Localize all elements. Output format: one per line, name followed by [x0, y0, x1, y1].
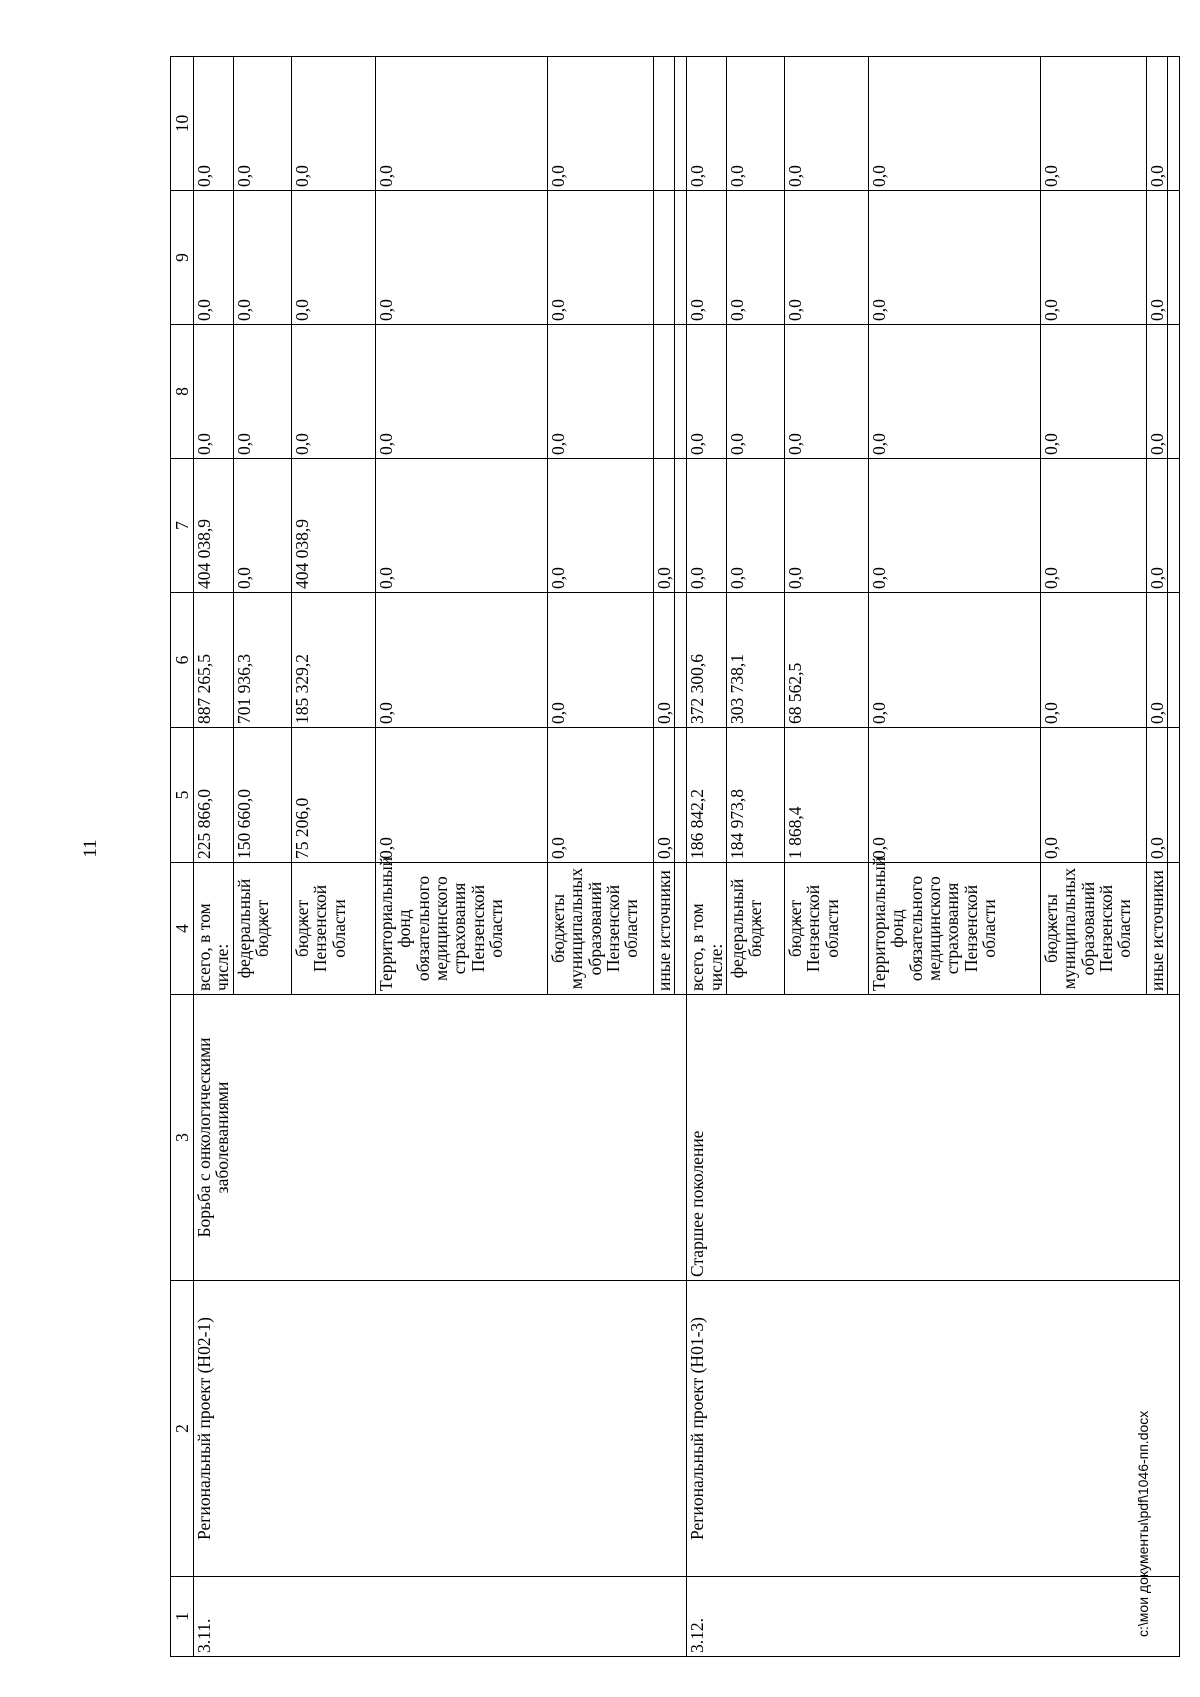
amount-cell: 0,0 — [547, 57, 653, 191]
amount-cell: 68 562,5 — [784, 593, 868, 728]
amount-cell: 186 842,2 — [687, 728, 727, 863]
project-cell: Региональный проект (Н01-3) — [687, 1281, 1180, 1577]
empty-cell — [675, 863, 687, 995]
column-number-cell: 5 — [171, 728, 194, 863]
amount-cell: 185 329,2 — [291, 593, 375, 728]
amount-cell: 0,0 — [375, 325, 547, 459]
amount-cell: 0,0 — [784, 459, 868, 593]
amount-cell: 0,0 — [547, 728, 653, 863]
amount-cell: 0,0 — [868, 191, 1040, 325]
amount-cell: 887 265,5 — [194, 593, 234, 728]
funding-source-cell: бюджет Пензенской области — [784, 863, 868, 995]
amount-cell: 0,0 — [291, 57, 375, 191]
empty-cell — [675, 728, 687, 863]
column-number-cell: 6 — [171, 593, 194, 728]
amount-cell: 0,0 — [726, 57, 784, 191]
header-row — [171, 57, 194, 1657]
amount-cell: 0,0 — [687, 191, 727, 325]
amount-cell: 0,0 — [1040, 57, 1146, 191]
funding-source-cell: федеральный бюджет — [726, 863, 784, 995]
footer-file-path: c:\мои документы\pdf\1046-пп.docx — [1135, 1410, 1151, 1637]
amount-cell: 372 300,6 — [687, 593, 727, 728]
column-number-cell: 1 — [171, 1577, 194, 1657]
amount-cell: 0,0 — [291, 325, 375, 459]
amount-cell: 0,0 — [868, 728, 1040, 863]
project-cell: Региональный проект (Н02-1) — [194, 1281, 687, 1577]
amount-cell: 0,0 — [375, 459, 547, 593]
amount-cell: 701 936,3 — [233, 593, 291, 728]
amount-cell: 0,0 — [868, 57, 1040, 191]
amount-cell: 0,0 — [547, 191, 653, 325]
amount-cell: 0,0 — [375, 728, 547, 863]
row-number-cell: 3.11. — [194, 1577, 687, 1657]
column-number-cell: 2 — [171, 1281, 194, 1577]
amount-cell: 0,0 — [1040, 728, 1146, 863]
amount-cell: 75 206,0 — [291, 728, 375, 863]
empty-cell — [1168, 593, 1180, 728]
column-number-cell: 9 — [171, 191, 194, 325]
empty-cell — [675, 191, 687, 325]
amount-cell: 0,0 — [653, 459, 674, 593]
funding-source-cell: всего, в том числе: — [194, 863, 234, 995]
table-row — [194, 57, 234, 1657]
empty-cell — [1168, 325, 1180, 459]
amount-cell: 0,0 — [547, 325, 653, 459]
amount-cell: 0,0 — [1146, 459, 1167, 593]
amount-cell: 0,0 — [547, 459, 653, 593]
amount-cell: 0,0 — [375, 191, 547, 325]
amount-cell: 225 866,0 — [194, 728, 234, 863]
amount-cell: 303 738,1 — [726, 593, 784, 728]
funding-source-cell: федеральный бюджет — [233, 863, 291, 995]
column-number-cell: 8 — [171, 325, 194, 459]
amount-cell: 0,0 — [868, 459, 1040, 593]
amount-cell: 184 973,8 — [726, 728, 784, 863]
amount-cell: 0,0 — [1040, 191, 1146, 325]
amount-cell: 0,0 — [784, 57, 868, 191]
amount-cell: 0,0 — [233, 459, 291, 593]
funding-source-cell: Территориальный фонд обязательного медицинского страхования Пензенской области — [375, 863, 547, 995]
amount-cell: 0,0 — [726, 459, 784, 593]
empty-cell — [675, 593, 687, 728]
funding-source-cell: бюджеты муниципальных образований Пензенской области — [547, 863, 653, 995]
amount-cell: 0,0 — [653, 593, 674, 728]
amount-cell: 0,0 — [547, 593, 653, 728]
amount-cell: 0,0 — [233, 191, 291, 325]
amount-cell: 0,0 — [291, 191, 375, 325]
row-number-cell: 3.12. — [687, 1577, 1180, 1657]
amount-cell: 0,0 — [687, 325, 727, 459]
empty-cell — [1168, 191, 1180, 325]
amount-cell: 0,0 — [687, 57, 727, 191]
amount-cell: 0,0 — [726, 191, 784, 325]
page-number: 11 — [80, 839, 101, 858]
budget-table — [170, 56, 1180, 1657]
amount-cell: 0,0 — [1040, 325, 1146, 459]
table-row — [687, 57, 727, 1657]
amount-cell: 0,0 — [233, 57, 291, 191]
amount-cell: 0,0 — [868, 325, 1040, 459]
amount-cell: 0,0 — [726, 325, 784, 459]
amount-cell: 0,0 — [1146, 325, 1167, 459]
empty-cell — [1168, 863, 1180, 995]
amount-cell — [653, 325, 674, 459]
amount-cell: 0,0 — [375, 57, 547, 191]
funding-source-cell: бюджет Пензенской области — [291, 863, 375, 995]
amount-cell: 0,0 — [1146, 728, 1167, 863]
amount-cell: 0,0 — [233, 325, 291, 459]
column-number-cell: 3 — [171, 995, 194, 1281]
empty-cell — [675, 57, 687, 191]
empty-cell — [675, 325, 687, 459]
column-number-cell: 4 — [171, 863, 194, 995]
amount-cell: 0,0 — [194, 57, 234, 191]
amount-cell — [653, 57, 674, 191]
column-number-cell: 7 — [171, 459, 194, 593]
amount-cell: 0,0 — [375, 593, 547, 728]
amount-cell: 0,0 — [784, 325, 868, 459]
empty-cell — [1168, 459, 1180, 593]
funding-source-cell: иные источники — [653, 863, 674, 995]
column-number-cell: 10 — [171, 57, 194, 191]
empty-cell — [675, 459, 687, 593]
amount-cell: 150 660,0 — [233, 728, 291, 863]
funding-source-cell: Территориальный фонд обязательного медицинского страхования Пензенской области — [868, 863, 1040, 995]
funding-source-cell: иные источники — [1146, 863, 1167, 995]
amount-cell: 404 038,9 — [291, 459, 375, 593]
amount-cell: 0,0 — [653, 728, 674, 863]
amount-cell: 0,0 — [1040, 459, 1146, 593]
empty-cell — [1168, 57, 1180, 191]
amount-cell: 0,0 — [1146, 57, 1167, 191]
amount-cell — [653, 191, 674, 325]
amount-cell: 0,0 — [1040, 593, 1146, 728]
empty-cell — [1168, 728, 1180, 863]
amount-cell: 0,0 — [194, 191, 234, 325]
amount-cell: 0,0 — [868, 593, 1040, 728]
amount-cell: 1 868,4 — [784, 728, 868, 863]
amount-cell: 0,0 — [1146, 593, 1167, 728]
funding-source-cell: всего, в том числе: — [687, 863, 727, 995]
amount-cell: 404 038,9 — [194, 459, 234, 593]
program-name-cell: Старшее поколение — [687, 995, 1180, 1281]
funding-source-cell: бюджеты муниципальных образований Пензенской области — [1040, 863, 1146, 995]
amount-cell: 0,0 — [687, 459, 727, 593]
program-name-cell: Борьба с онкологическими заболеваниями — [194, 995, 687, 1281]
amount-cell: 0,0 — [784, 191, 868, 325]
amount-cell: 0,0 — [194, 325, 234, 459]
amount-cell: 0,0 — [1146, 191, 1167, 325]
